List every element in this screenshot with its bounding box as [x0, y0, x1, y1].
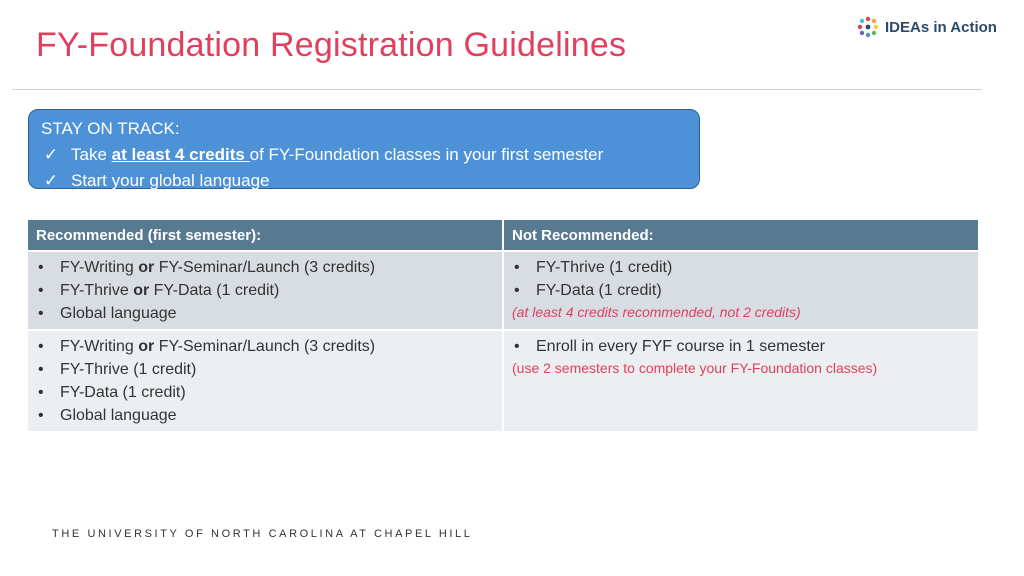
list-item: • FY-Thrive or FY-Data (1 credit)	[36, 279, 494, 302]
list-item: • FY-Writing or FY-Seminar/Launch (3 credits)	[36, 335, 494, 358]
list-item: • Global language	[36, 302, 494, 325]
not-recommended-cell	[503, 251, 978, 330]
header-recommended: Recommended (first semester):	[28, 220, 503, 251]
university-footer: THE UNIVERSITY OF NORTH CAROLINA AT CHAPEL HILL	[52, 528, 473, 540]
list-item: • FY-Thrive (1 credit)	[512, 256, 970, 279]
warning-note: (at least 4 credits recommended, not 2 credits)	[512, 304, 801, 320]
callout-item	[41, 168, 687, 194]
list-item: • FY-Thrive (1 credit)	[36, 358, 494, 381]
page-title: FY-Foundation Registration Guidelines	[36, 26, 627, 64]
callout-item-text	[71, 142, 603, 168]
callout-item	[41, 142, 687, 168]
list-item: • Enroll in every FYF course in 1 semester	[512, 335, 970, 358]
guidelines-table	[28, 220, 978, 431]
list-item: • FY-Data (1 credit)	[512, 279, 970, 302]
callout-item-text: Start your global language	[71, 171, 270, 190]
checkmark-icon: ✓	[43, 171, 59, 190]
table-row	[28, 330, 978, 431]
stay-on-track-callout	[28, 109, 700, 189]
ideas-logo-icon	[857, 16, 879, 38]
logo	[857, 16, 997, 38]
list-item: • FY-Data (1 credit)	[36, 381, 494, 404]
warning-note: (use 2 semesters to complete your FY-Foundation classes)	[512, 360, 878, 376]
not-recommended-cell	[503, 330, 978, 431]
list-item: • Global language	[36, 404, 494, 427]
callout-item-emphasis: at least 4 credits	[111, 145, 250, 164]
recommended-cell	[28, 330, 503, 431]
table-row	[28, 251, 978, 330]
table-header-row	[28, 220, 978, 251]
callout-item-pre: Take	[71, 145, 112, 164]
callout-item-post: of FY-Foundation classes in your first semester	[249, 145, 604, 164]
callout-heading: STAY ON TRACK:	[41, 119, 180, 138]
title-divider	[12, 89, 982, 90]
logo-text: IDEAs in Action	[885, 18, 997, 36]
list-item: • FY-Writing or FY-Seminar/Launch (3 credits)	[36, 256, 494, 279]
header-not-recommended: Not Recommended:	[503, 220, 978, 251]
recommended-cell	[28, 251, 503, 330]
checkmark-icon: ✓	[43, 145, 59, 164]
